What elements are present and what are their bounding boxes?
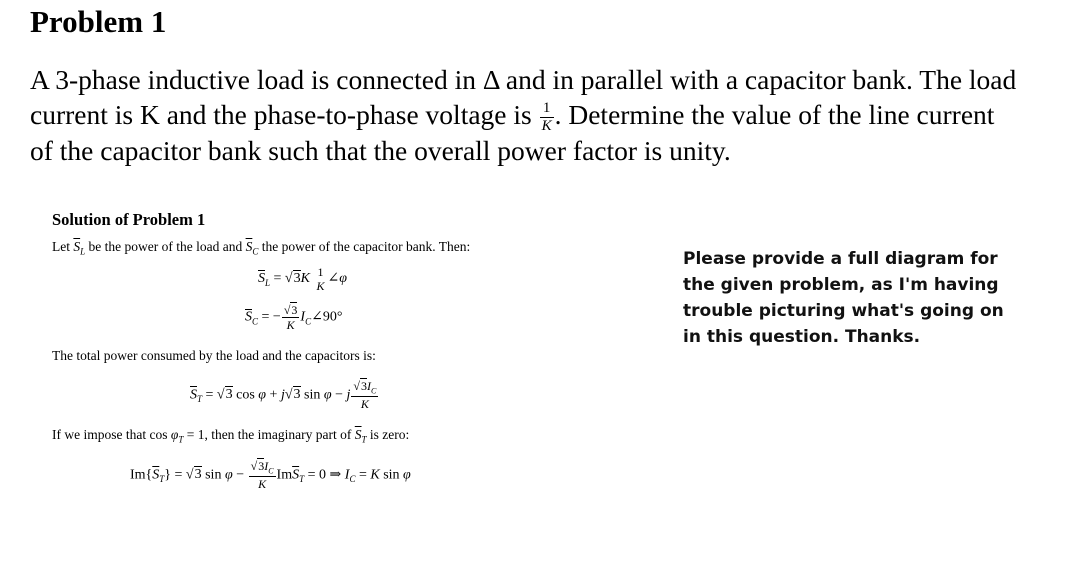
- note-line-1: Please provide a full diagram for: [683, 249, 998, 269]
- solution-intro: Let $\overline{S}_L$ be the power of the load and $\overline{S}_C$ the power of the capacitor bank. Then:: [52, 239, 471, 257]
- total-power-text: The total power consumed by the load and the capacitors is:: [52, 348, 376, 363]
- request-note: [683, 246, 1003, 350]
- voltage-fraction-den: K: [541, 117, 552, 134]
- problem-statement: [30, 63, 1020, 168]
- intro-text-a: Let: [52, 239, 74, 254]
- impose-text: If we impose that $\cos \varphi_T = 1$, then the imaginary part of $\overline{S}_T$ is zero:: [52, 427, 410, 445]
- note-line-2: the given problem, as I'm having: [683, 275, 999, 295]
- impose-text-a: If we impose that cos: [52, 427, 171, 442]
- equation-imaginary-part: $Im\{\overline{S}_T\} = √3$ sin φ − $\frac{√3I_C}{K}$ $Im\overline{S}_T = 0$ ⇒ $I_C = K$ sin φ: [130, 459, 411, 492]
- voltage-fraction-num: 1: [540, 101, 554, 118]
- impose-text-c: is zero:: [366, 427, 410, 442]
- equation-capacitor-power: $\overline{S}_C$ = − $\frac{√3}{K}$ $I_C\angle 90^\circ$: [245, 303, 343, 332]
- equation-load-power: $\overline{S}_L = √3K$ 1 K ∠φ: [258, 265, 347, 293]
- problem-title: Problem 1: [30, 4, 167, 39]
- intro-text-c: the power of the capacitor bank. Then:: [258, 239, 471, 254]
- intro-text-b: be the power of the load and: [85, 239, 246, 254]
- impose-text-b: = 1, then the imaginary part of: [183, 427, 355, 442]
- note-line-3: trouble picturing what's going on: [683, 301, 1004, 321]
- note-line-4: in this question. Thanks.: [683, 327, 921, 347]
- statement-part1: A 3-phase inductive load is connected in Δ and in parallel with a capacitor bank. The load current is K and the phase-to-phase voltage is: [30, 64, 1017, 130]
- voltage-fraction: [540, 101, 554, 134]
- solution-heading: Solution of Problem 1: [52, 210, 206, 229]
- statement-part2: . Determine the value of the line current of the capacitor bank such that the overall power factor is unity.: [30, 98, 995, 166]
- equation-total-power: $\overline{S}_T = √3$ cos φ + j√3 sin φ − j $\frac{√3I_C}{K}$: [190, 379, 377, 412]
